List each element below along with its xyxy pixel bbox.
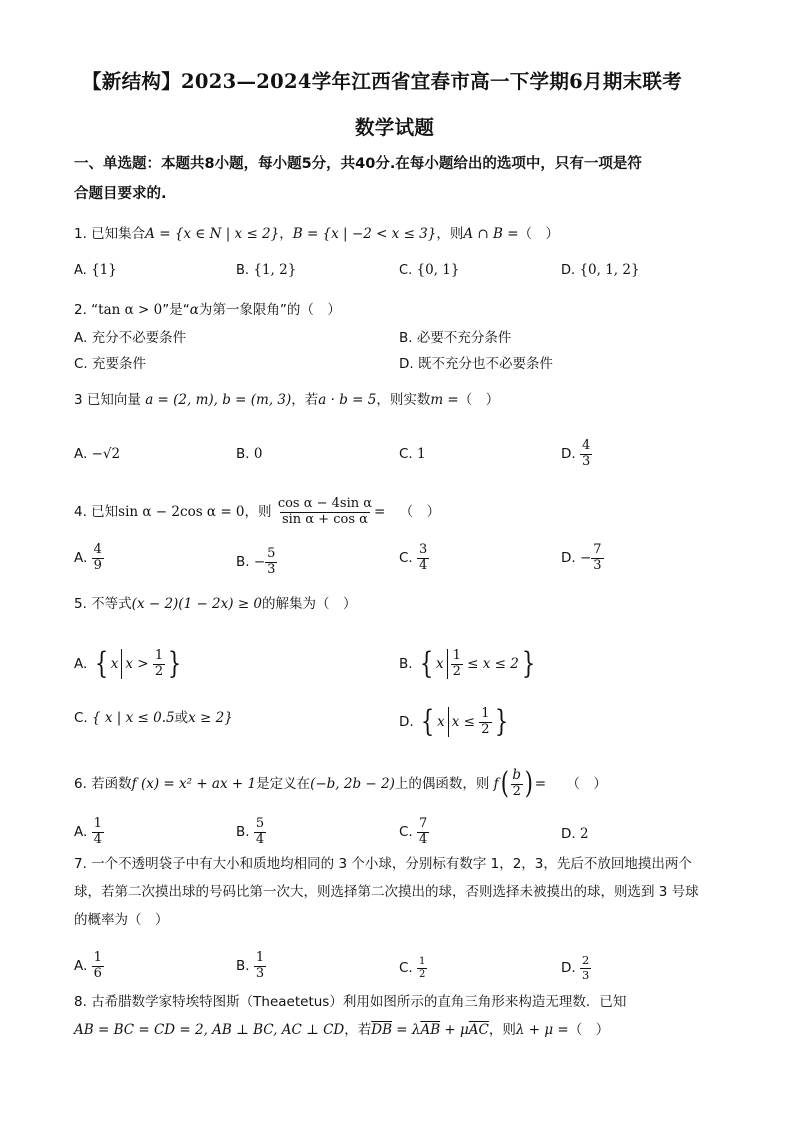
question-2 [74, 298, 341, 318]
q7-line1: 7. 一个不透明袋子中有大小和质地均相同的 3 个小球，分别标有数字 1，2，3，先后不放回地摸出两个 [74, 856, 692, 872]
q4-cond: sin α − 2cos α = 0 [118, 504, 245, 520]
q6-end: 上的偶函数，则 [394, 776, 490, 792]
question-1 [74, 222, 559, 242]
q5-b-brace-right: } [521, 646, 536, 681]
q5-option-c: C. { x | x ≤ 0.5或x ≥ 2} [74, 710, 233, 726]
page-title: 【新结构】2023—2024学年江西省宜春市高一下学期6月期末联考 [82, 70, 683, 93]
q7-line3: 的概率为（ ） [74, 912, 169, 928]
question-6: 6. 若函数f (x) = x² + ax + 1是定义在(−b, 2b − 2)上的偶函数，则 f( $\frac{b}{2}$ ) = （ ） [74, 766, 607, 801]
q3-vectors: a = (2, m), b = (m, 3) [145, 392, 292, 408]
section-heading-line1: 一、单选题：本题共8小题，每小题5分，共40分.在每小题给出的选项中，只有一项是符 [74, 156, 642, 172]
q3-dot: a · b = 5 [318, 392, 377, 408]
q6-fraction: $\frac{b}{2}$ [512, 767, 522, 799]
q6-option-c: C. $\frac{7}{4}$ [399, 815, 428, 847]
q4-option-b: B. − $\frac{5}{3}$ [236, 545, 276, 577]
q5-end: 的解集为（ ） [262, 596, 357, 612]
q4-option-a: A. $\frac{4}{9}$ [74, 541, 102, 573]
q6-f: f [493, 776, 499, 792]
q3-option-d: D. $\frac{4}{3}$ [561, 437, 591, 469]
q6-func: f (x) = x² + ax + 1 [131, 776, 257, 792]
q1-set-b: B = {x | −2 < x ≤ 3} [292, 226, 437, 242]
question-5 [74, 592, 357, 612]
q6-eq: = [534, 776, 547, 792]
q7-option-c: C. $\frac{1}{2}$ [399, 956, 426, 980]
q7-line2: 球，若第二次摸出球的号码比第一次大，则选择第二次摸出的球，否则选择未被摸出的球，则选到 3 号球 [74, 884, 699, 900]
q7-option-a: A. $\frac{1}{6}$ [74, 949, 102, 981]
q8-line2: AB = BC = CD = 2, AB ⊥ BC, AC ⊥ CD，若$\overline{DB} = \lambda\overline{AB} + \mu\overline{AC}$，则λ + μ =（ ） [74, 1022, 610, 1038]
q2-expr2: α [189, 302, 199, 318]
q1-option-c: C. {0, 1} [399, 262, 460, 278]
q5-a-brace-right: } [167, 646, 182, 681]
q3-option-a: A. −√2 [74, 446, 121, 462]
q3-option-c: C. 1 [399, 446, 426, 462]
q5-d-brace-left: { [420, 704, 435, 739]
q6-paren: （ ） [566, 776, 607, 792]
q8-expr: λ + μ = [515, 1022, 569, 1038]
q4-eq: = [374, 504, 386, 520]
question-3 [74, 388, 499, 408]
q5-option-a: A. { x x > $\frac{1}{2}$ } [74, 646, 182, 681]
q5-d-brace-right: } [494, 704, 508, 739]
q6-mid: 是定义在 [256, 776, 311, 792]
q8-vector-ab: $\overline{AB}$ [420, 1022, 441, 1038]
q3-prefix: 3 已知向量 [74, 392, 141, 408]
q3-option-b: B. 0 [236, 446, 263, 462]
q8-vector-db: $\overline{DB}$ [371, 1022, 392, 1038]
q6-option-b: B. $\frac{5}{4}$ [236, 815, 265, 847]
q3-end: ，则实数 [376, 392, 431, 408]
q2-expr1: tan α > 0 [98, 302, 163, 318]
q6-interval: (−b, 2b − 2) [310, 776, 395, 792]
q1-paren: （ ） [518, 226, 560, 242]
q1-expr: A ∩ B = [463, 226, 519, 242]
q1-option-a: A. {1} [74, 262, 117, 278]
q8-line1: 8. 古希腊数学家特埃特图斯（Theaetetus）利用如图所示的直角三角形来构造无理数．已知 [74, 994, 627, 1010]
section-heading-line2: 合题目要求的. [74, 186, 167, 202]
q6-prefix: 6. 若函数 [74, 776, 132, 792]
q8-cond: AB = BC = CD = 2, AB ⊥ BC, AC ⊥ CD [74, 1022, 345, 1038]
page-subtitle: 数学试题 [355, 116, 435, 139]
q1-comma: ， [279, 226, 293, 242]
q2-option-d: D. 既不充分也不必要条件 [399, 356, 553, 372]
q5-option-d: D. { x x ≤ $\frac{1}{2}$ } [399, 704, 508, 739]
q7-option-d: D. $\frac{2}{3}$ [561, 953, 590, 982]
q3-var: m = [430, 392, 459, 408]
q4-mid: ，则 [244, 504, 272, 520]
q3-mid: ，若 [291, 392, 319, 408]
q1-then: ，则 [436, 226, 464, 242]
q7-option-b: B. $\frac{1}{3}$ [236, 949, 265, 981]
q1-prefix: 1. 已知集合 [74, 226, 146, 242]
q6-option-d: D. 2 [561, 826, 589, 842]
q4-option-c: C. $\frac{3}{4}$ [399, 541, 428, 573]
q5-option-b: B. { x $\frac{1}{2}$ ≤ x ≤ 2} [399, 646, 536, 681]
q5-a-brace-left: { [94, 646, 108, 681]
q4-fraction: $\frac{\text{cos α − 4sin α}}{\text{sin α + cos α}}$ [277, 495, 373, 527]
q8-mid: ，若 [344, 1022, 372, 1038]
q2-option-c: C. 充要条件 [74, 356, 147, 372]
q5-ineq: (x − 2)(1 − 2x) ≥ 0 [131, 596, 263, 612]
question-4 [74, 476, 440, 527]
q4-option-d: D. − $\frac{7}{3}$ [561, 541, 602, 573]
q4-paren: （ ） [399, 504, 441, 520]
q2-prefix: 2. “ [74, 302, 99, 318]
q6-option-a: A. $\frac{1}{4}$ [74, 815, 102, 847]
q1-option-b: B. {1, 2} [236, 262, 297, 278]
q8-vector-ac: $\overline{AC}$ [468, 1022, 489, 1038]
q5-b-brace-left: { [419, 646, 434, 681]
q2-mid2: 为第一象限角”的（ ） [198, 302, 341, 318]
q5-prefix: 5. 不等式 [74, 596, 132, 612]
q3-paren: （ ） [458, 392, 500, 408]
q1-set-a: A = {x ∈ N | x ≤ 2} [145, 226, 280, 242]
q2-option-b: B. 必要不充分条件 [399, 330, 512, 346]
q3-option-d-fraction: $\frac{4}{3}$ [581, 437, 591, 469]
q2-mid1: ”是“ [162, 302, 190, 318]
q1-option-d: D. {0, 1, 2} [561, 262, 640, 278]
q4-prefix: 4. 已知 [74, 504, 119, 520]
q2-option-a: A. 充分不必要条件 [74, 330, 187, 346]
q8-paren: （ ） [568, 1022, 610, 1038]
